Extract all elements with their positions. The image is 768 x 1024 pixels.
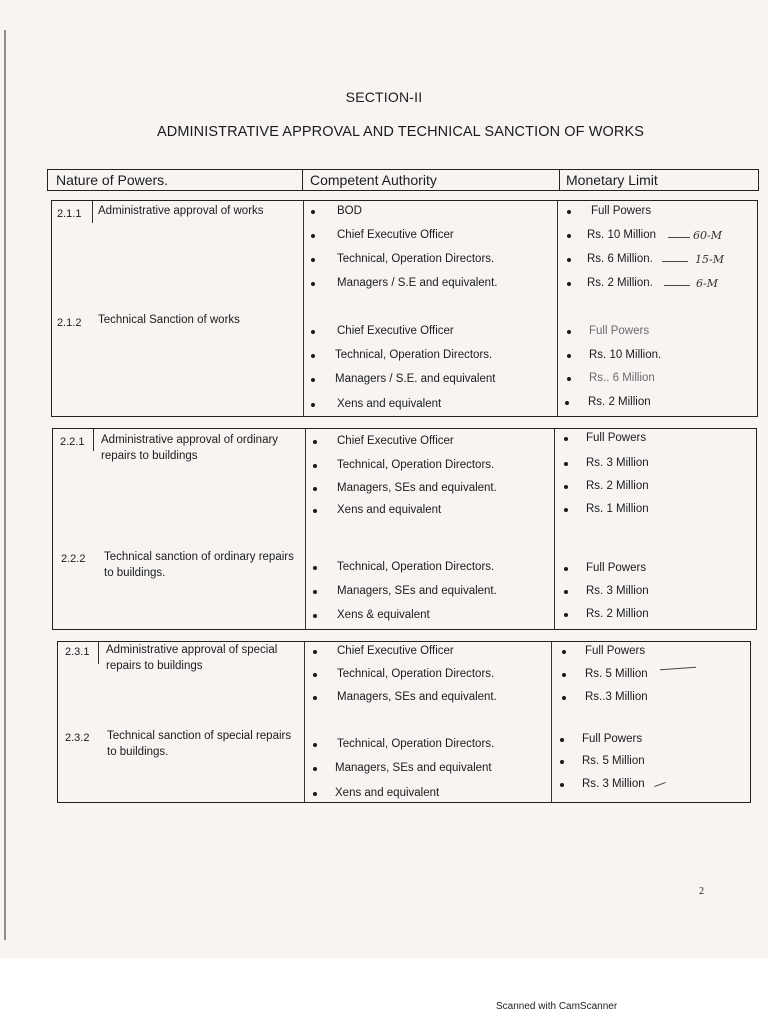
bullet bbox=[311, 330, 315, 334]
bullet bbox=[311, 354, 315, 358]
limit-item: Full Powers bbox=[582, 733, 643, 745]
bullet bbox=[313, 440, 317, 444]
bullet bbox=[313, 650, 317, 654]
authority-item: Xens & equivalent bbox=[337, 609, 430, 621]
authority-item: Technical, Operation Directors. bbox=[337, 253, 495, 265]
column-divider bbox=[551, 642, 552, 802]
bullet bbox=[311, 258, 315, 262]
bullet bbox=[567, 258, 571, 262]
authority-item: Technical, Operation Directors. bbox=[337, 738, 495, 750]
table-header bbox=[47, 169, 759, 191]
number-divider bbox=[92, 201, 93, 223]
authority-item: Technical, Operation Directors. bbox=[337, 459, 495, 471]
bullet bbox=[313, 566, 317, 570]
bullet bbox=[313, 590, 317, 594]
bullet bbox=[313, 792, 317, 796]
row-nature: to buildings. bbox=[104, 567, 166, 579]
row-nature: Administrative approval of works bbox=[98, 205, 264, 217]
limit-item: Rs.. 6 Million bbox=[589, 372, 655, 384]
bullet bbox=[313, 743, 317, 747]
authority-item: Managers / S.E and equivalent. bbox=[337, 277, 498, 289]
bullet bbox=[311, 210, 315, 214]
row-number: 2.3.1 bbox=[65, 646, 90, 658]
authority-item: Xens and equivalent bbox=[335, 787, 440, 799]
bullet bbox=[562, 650, 566, 654]
bullet bbox=[567, 210, 571, 214]
row-number: 2.2.2 bbox=[61, 553, 86, 565]
limit-item: Rs. 2 Million bbox=[588, 396, 651, 408]
bullet bbox=[313, 696, 317, 700]
bullet bbox=[560, 760, 564, 764]
bullet bbox=[564, 462, 568, 466]
row-number: 2.1.2 bbox=[57, 317, 82, 329]
authority-item: Chief Executive Officer bbox=[337, 645, 454, 657]
column-divider bbox=[557, 201, 558, 416]
bullet bbox=[311, 282, 315, 286]
handwritten-dash bbox=[662, 261, 688, 262]
header-divider bbox=[559, 170, 560, 190]
bullet bbox=[313, 767, 317, 771]
authority-item: BOD bbox=[337, 205, 362, 217]
scanner-band bbox=[0, 958, 768, 1024]
limit-item: Full Powers bbox=[589, 325, 650, 337]
limit-item: Rs. 3 Million bbox=[586, 457, 649, 469]
bullet bbox=[567, 282, 571, 286]
limit-item: Rs. 6 Million. bbox=[587, 253, 653, 265]
handwritten-dash bbox=[668, 237, 690, 238]
bullet bbox=[560, 783, 564, 787]
authority-item: Managers, SEs and equivalent. bbox=[337, 585, 497, 597]
bullet bbox=[562, 673, 566, 677]
bullet bbox=[567, 234, 571, 238]
row-nature: repairs to buildings bbox=[106, 660, 203, 672]
column-divider bbox=[554, 429, 555, 629]
row-nature: Administrative approval of special bbox=[106, 644, 278, 656]
row-nature: Administrative approval of ordinary bbox=[101, 434, 279, 446]
column-divider bbox=[304, 642, 305, 802]
column-divider bbox=[305, 429, 306, 629]
limit-item: Rs. 10 Million bbox=[587, 229, 657, 241]
limit-item: Rs. 2 Million. bbox=[587, 277, 653, 289]
page-number: 2 bbox=[699, 886, 704, 897]
authority-item: Technical, Operation Directors. bbox=[335, 349, 493, 361]
limit-item: Rs. 5 Million bbox=[582, 755, 645, 767]
header-nature-of-powers: Nature of Powers. bbox=[56, 172, 169, 188]
bullet bbox=[313, 487, 317, 491]
limit-item: Full Powers bbox=[585, 645, 646, 657]
row-nature: Technical Sanction of works bbox=[98, 314, 240, 326]
bullet bbox=[311, 403, 315, 407]
bullet bbox=[311, 234, 315, 238]
row-nature: Technical sanction of ordinary repairs bbox=[104, 551, 294, 563]
bullet bbox=[564, 485, 568, 489]
authority-item: Chief Executive Officer bbox=[337, 435, 454, 447]
row-nature: Technical sanction of special repairs bbox=[107, 730, 292, 742]
bullet bbox=[564, 613, 568, 617]
limit-item: Full Powers bbox=[591, 205, 652, 217]
limit-item: Rs. 3 Million bbox=[582, 778, 645, 790]
authority-item: Managers, SEs and equivalent bbox=[335, 762, 492, 774]
bullet bbox=[313, 464, 317, 468]
bullet bbox=[567, 377, 571, 381]
limit-item: Rs. 1 Million bbox=[586, 503, 649, 515]
limit-item: Rs. 2 Million bbox=[586, 608, 649, 620]
bullet bbox=[313, 673, 317, 677]
authority-item: Managers / S.E. and equivalent bbox=[335, 373, 496, 385]
row-number: 2.1.1 bbox=[57, 208, 82, 220]
bullet bbox=[311, 378, 315, 382]
row-number: 2.3.2 bbox=[65, 732, 90, 744]
authority-item: Xens and equivalent bbox=[337, 398, 442, 410]
authority-item: Chief Executive Officer bbox=[337, 229, 454, 241]
authority-item: Managers, SEs and equivalent. bbox=[337, 482, 497, 494]
document-title: ADMINISTRATIVE APPROVAL AND TECHNICAL SANCTION OF WORKS bbox=[157, 124, 645, 140]
handwritten-dash bbox=[664, 285, 690, 286]
limit-item: Full Powers bbox=[586, 432, 647, 444]
authority-item: Managers, SEs and equivalent. bbox=[337, 691, 497, 703]
bullet bbox=[567, 354, 571, 358]
authority-item: Technical, Operation Directors. bbox=[337, 668, 495, 680]
header-divider bbox=[302, 170, 303, 190]
row-number: 2.2.1 bbox=[60, 436, 85, 448]
authority-item: Chief Executive Officer bbox=[337, 325, 454, 337]
bullet bbox=[564, 508, 568, 512]
limit-item: Full Powers bbox=[586, 562, 647, 574]
number-divider bbox=[93, 429, 94, 451]
handwritten-note: 15-M bbox=[695, 253, 724, 266]
limit-item: Rs. 3 Million bbox=[586, 585, 649, 597]
limit-item: Rs. 10 Million. bbox=[589, 349, 662, 361]
bullet bbox=[564, 590, 568, 594]
number-divider bbox=[98, 642, 99, 664]
page-edge-shadow bbox=[4, 30, 6, 940]
limit-item: Rs. 5 Million bbox=[585, 668, 648, 680]
bullet bbox=[564, 567, 568, 571]
bullet bbox=[565, 401, 569, 405]
handwritten-note: 6-M bbox=[696, 277, 718, 290]
bullet bbox=[567, 330, 571, 334]
header-monetary-limit: Monetary Limit bbox=[566, 172, 658, 188]
row-nature: repairs to buildings bbox=[101, 450, 198, 462]
authority-item: Xens and equivalent bbox=[337, 504, 442, 516]
bullet bbox=[562, 696, 566, 700]
bullet bbox=[313, 614, 317, 618]
bullet bbox=[564, 437, 568, 441]
bullet bbox=[313, 509, 317, 513]
limit-item: Rs. 2 Million bbox=[586, 480, 649, 492]
scanner-watermark: Scanned with CamScanner bbox=[496, 1001, 618, 1012]
bullet bbox=[560, 738, 564, 742]
header-competent-authority: Competent Authority bbox=[310, 172, 437, 188]
column-divider bbox=[303, 201, 304, 416]
handwritten-note: 60-M bbox=[693, 229, 722, 242]
section-heading: SECTION-II bbox=[345, 89, 423, 105]
row-nature: to buildings. bbox=[107, 746, 169, 758]
limit-item: Rs..3 Million bbox=[585, 691, 648, 703]
authority-item: Technical, Operation Directors. bbox=[337, 561, 495, 573]
